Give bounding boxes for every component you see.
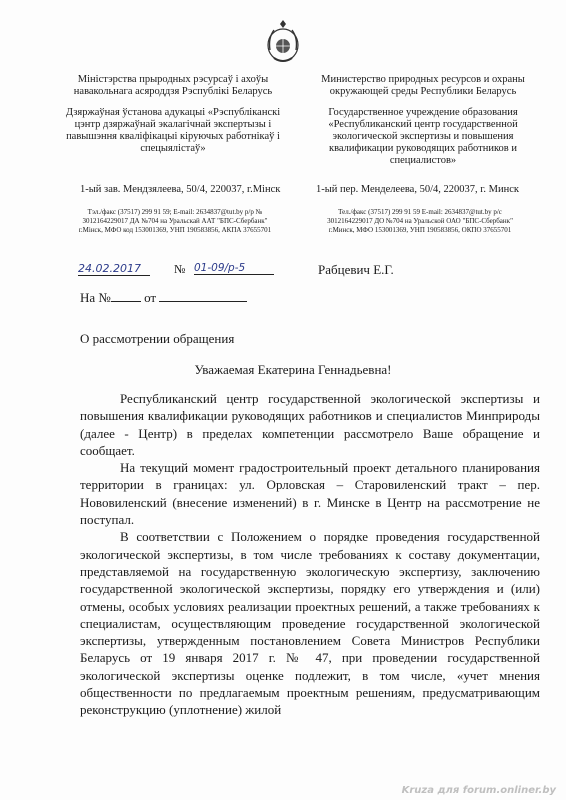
address-by: 1-ый зав. Мендзялеева, 50/4, 220037, г.Мінск	[80, 184, 281, 195]
reply-number-blank	[111, 289, 141, 302]
letter-body	[80, 390, 540, 719]
letter-subject: О рассмотрении обращения	[80, 331, 235, 346]
ministry-name-by: Міністэрства прыродных рэсурсаў і ахоўы навакольнага асяроддзя Рэспублікі Беларусь	[73, 74, 273, 97]
ministry-name-ru: Министерство природных ресурсов и охраны окружающей среды Республики Беларусь	[321, 74, 525, 97]
recipient-name: Рабцевич Е.Г.	[318, 262, 394, 277]
reply-prefix: На №	[80, 290, 111, 305]
paragraph-2: На текущий момент градостроительный проект детального планирования территории в границах: ул. Орловская – Старовиленский тракт – пер. Нововиленский (внесение изменений) в г. Минске в Центр на рассмотрение не поступал.	[80, 460, 540, 528]
watermark: Kruza для forum.onliner.by	[401, 785, 556, 796]
reply-from-label: от	[144, 290, 157, 305]
registration-date: 24.02.2017	[78, 262, 150, 276]
greeting: Уважаемая Екатерина Геннадьевна!	[194, 362, 392, 377]
belarus-coat-of-arms-icon	[262, 20, 304, 64]
institution-name-ru: Государственное учреждение образования «Республиканский центр государственной экологической экспертизы и повышения квалификации руководящих работников и специалистов»	[328, 107, 518, 166]
header-right	[314, 74, 532, 176]
bank-details-ru: Тел./факс (37517) 299 91 59 E-mail: 2634837@tut.by р/с 3012164229017 ДО №704 на Уральской ОАО "БПС-Сбербанк" г.Минск, МФО 153001369, УНП 190583856, ОКПО 37655701	[327, 208, 513, 234]
reply-reference	[80, 289, 247, 306]
registration-number-label: №	[174, 262, 186, 276]
registration-number: 01-09/р-5	[194, 262, 274, 275]
bank-details-by: Тэл./факс (37517) 299 91 59; E-mail: 2634837@tut.by р/р № 3012164229017 ДА №704 на Уральскай ААТ "БПС-Сбербанк" г.Мінск, МФО код 153001369, УНП 190583856, АКПА 37655701	[78, 208, 272, 234]
header-left	[64, 74, 282, 164]
institution-name-by: Дзяржаўная ўстанова адукацыі «Рэспубліканскі цэнтр дзяржаўнай экалагічнай экспертызы і павышэння кваліфікацыі кіруючых работнікаў і спецыялістаў»	[65, 107, 281, 154]
paragraph-3: В соответствии с Положением о порядке проведения государственной экологической экспертизы, в том числе требованиях к составу документации, представляемой на государственную экологическую экспертизу, заключению государственной экологической экспертизы, порядку его утверждения и (или) отмены, особых условиях реализации проектных решений, а также требованиях к специалистам, осуществляющим проведение государственной экологической экспертизы, утвержденным постановлением Совета Министров Республики Беларусь от 19 января 2017 г. № 47, при проведении государственной экологической экспертизы оценке подлежит, в том числе, «учет мнения общественности по предлагаемым проектным решениям, предусматривающим реконструкцию (уплотнение) жилой	[80, 529, 540, 718]
paragraph-1: Республиканский центр государственной экологической экспертизы и повышения квалификации руководящих работников и специалистов Минприроды (далее - Центр) в пределах компетенции рассмотрело Ваше обращение и сообщает.	[80, 391, 540, 458]
address-ru: 1-ый пер. Менделеева, 50/4, 220037, г. Минск	[316, 184, 519, 195]
reply-date-blank	[159, 289, 247, 302]
